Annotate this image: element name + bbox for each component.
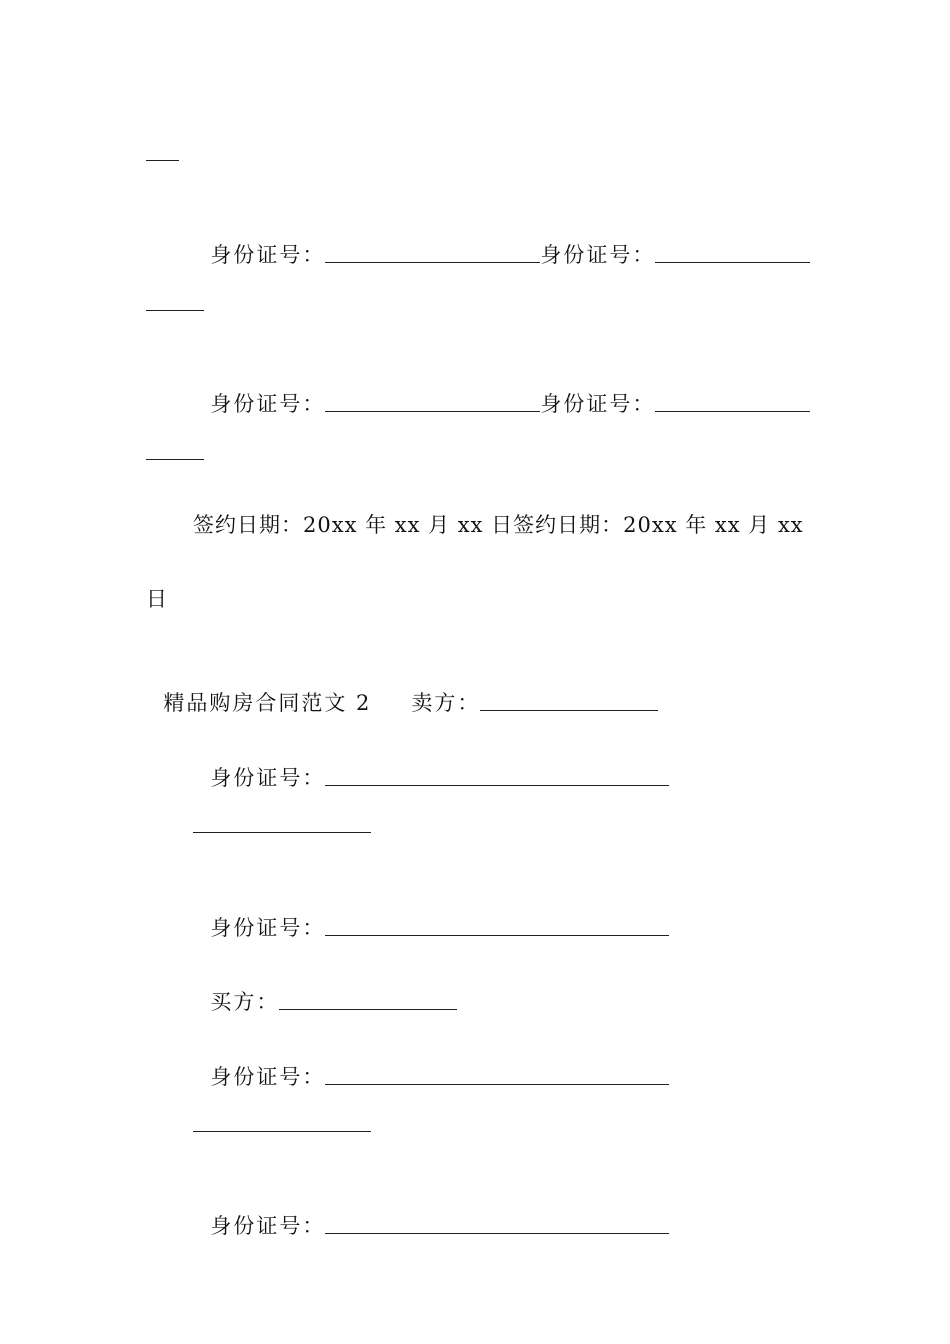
- id-number-blank: [325, 1211, 669, 1233]
- seller-blank: [480, 688, 658, 710]
- id-number-blank: [655, 389, 810, 411]
- id-number-row: [193, 885, 669, 942]
- id-number-label: 身份证号：: [210, 1065, 326, 1089]
- continuation-blank-line: [146, 160, 179, 161]
- id-number-row: [193, 361, 810, 418]
- id-number-label: 身份证号：: [540, 243, 656, 267]
- id-number-row: [193, 735, 669, 792]
- id-number-label: 身份证号：: [210, 243, 326, 267]
- document-heading: 精品购房合同范文 2: [163, 691, 372, 715]
- id-number-label: 身份证号：: [210, 766, 326, 790]
- id-number-label: 身份证号：: [210, 916, 326, 940]
- id-number-label: 身份证号：: [540, 392, 656, 416]
- id-number-blank-continuation: [146, 459, 204, 460]
- id-number-label: 身份证号：: [210, 1214, 326, 1238]
- id-number-row: [193, 212, 810, 269]
- id-number-blank: [325, 389, 540, 411]
- id-number-blank: [325, 763, 669, 785]
- document-heading-row: [146, 660, 658, 717]
- id-number-blank: [325, 1062, 669, 1084]
- id-number-blank-continuation: [193, 1131, 371, 1132]
- id-number-row: [193, 1034, 669, 1091]
- id-number-blank: [325, 240, 540, 262]
- id-number-blank-continuation: [193, 832, 371, 833]
- buyer-blank: [279, 987, 457, 1009]
- id-number-label: 身份证号：: [210, 392, 326, 416]
- signing-date-line: 签约日期：20xx 年 xx 月 xx 日签约日期：20xx 年 xx 月 xx: [193, 513, 804, 537]
- id-number-blank-continuation: [146, 310, 204, 311]
- id-number-blank: [325, 913, 669, 935]
- id-number-row: [193, 1183, 669, 1240]
- buyer-label: 买方：: [210, 990, 280, 1014]
- buyer-row: [193, 959, 457, 1016]
- seller-label: 卖方：: [411, 691, 481, 715]
- signing-date-wrap: 日: [146, 587, 169, 611]
- id-number-blank: [655, 240, 810, 262]
